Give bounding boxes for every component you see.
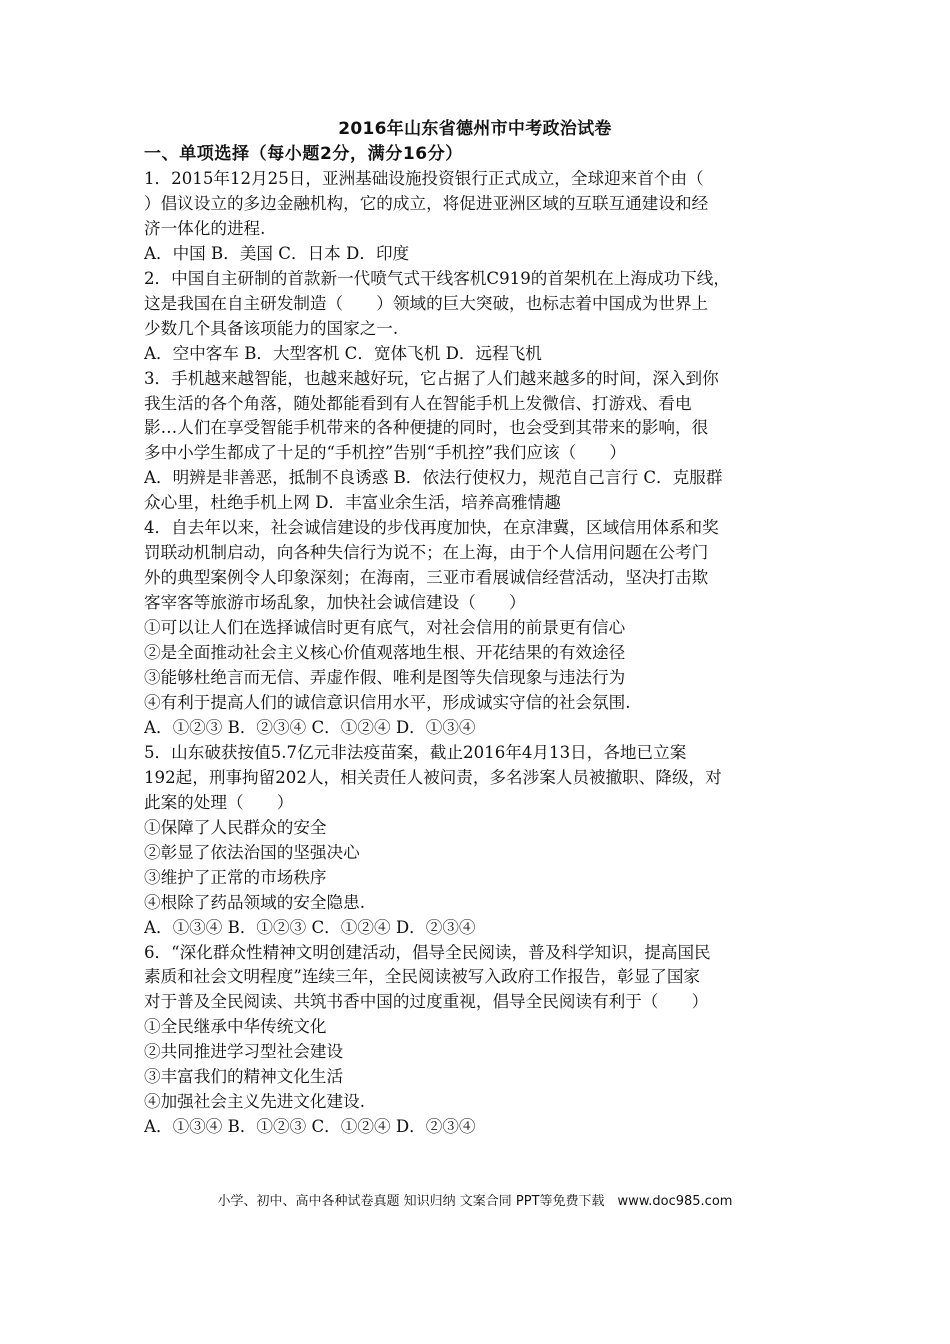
statement-line: ③维护了正常的市场秩序 bbox=[144, 867, 327, 887]
statement-line: ③能够杜绝言而无信、弄虚作假、唯利是图等失信现象与违法行为 bbox=[144, 668, 626, 688]
question-stem-line: 影…人们在享受智能手机带来的各种便捷的同时，也会受到其带来的影响，很 bbox=[144, 418, 709, 438]
answer-options-line: A．空中客车 B．大型客机 C．宽体飞机 D．远程飞机 bbox=[144, 343, 542, 363]
question-stem-line: 192起，刑事拘留202人，相关责任人被问责，多名涉案人员被撤职、降级，对 bbox=[144, 767, 722, 787]
question-stem-line: 此案的处理（ ） bbox=[144, 792, 294, 812]
answer-options-line: A．①③④ B．①②③ C．①②④ D．②③④ bbox=[144, 1117, 476, 1137]
question-list bbox=[144, 167, 812, 1140]
question-3 bbox=[144, 367, 812, 517]
answer-options-line: A．明辨是非善恶，抵制不良诱惑 B．依法行使权力，规范自己言行 C．克服群 bbox=[144, 468, 723, 488]
question-stem-line: 2．中国自主研制的首款新一代喷气式干线客机C919的首架机在上海成功下线， bbox=[144, 268, 730, 288]
question-stem-line: 外的典型案例令人印象深刻；在海南，三亚市看展诚信经营活动，坚决打击欺 bbox=[144, 568, 709, 588]
question-stem-line: 客宰客等旅游市场乱象，加快社会诚信建设（ ） bbox=[144, 593, 526, 613]
question-stem-line: 少数几个具备该项能力的国家之一. bbox=[144, 318, 399, 338]
statement-line: ③丰富我们的精神文化生活 bbox=[144, 1067, 344, 1087]
question-stem-line: 我生活的各个角落，随处都能看到有人在智能手机上发微信、打游戏、看电 bbox=[144, 393, 692, 413]
statement-line: ④根除了药品领域的安全隐患. bbox=[144, 892, 365, 912]
question-stem-line: 罚联动机制启动，向各种失信行为说不；在上海，由于个人信用问题在公考门 bbox=[144, 543, 709, 563]
statement-line: ④加强社会主义先进文化建设. bbox=[144, 1092, 365, 1112]
statement-line: ②共同推进学习型社会建设 bbox=[144, 1042, 344, 1062]
question-5 bbox=[144, 741, 812, 941]
question-stem-line: 4．自去年以来，社会诚信建设的步伐再度加快，在京津冀，区域信用体系和奖 bbox=[144, 518, 719, 538]
question-6 bbox=[144, 941, 812, 1141]
page-footer: 小学、初中、高中各种试卷真题 知识归纳 文案合同 PPT等免费下载 www.doc985.com bbox=[217, 1194, 733, 1209]
question-stem-line: 多中小学生都成了十足的“手机控”告别“手机控”我们应该（ ） bbox=[144, 443, 626, 463]
statement-line: ④有利于提高人们的诚信意识信用水平，形成诚实守信的社会氛围. bbox=[144, 692, 631, 712]
question-4 bbox=[144, 516, 812, 741]
question-stem-line: 6．“深化群众性精神文明创建活动，倡导全民阅读，普及科学知识，提高国民 bbox=[144, 942, 711, 962]
statement-line: ②是全面推动社会主义核心价值观落地生根、开花结果的有效途径 bbox=[144, 643, 626, 663]
answer-options-line: 众心里，杜绝手机上网 D．丰富业余生活，培养高雅情趣 bbox=[144, 493, 561, 513]
answer-options-line: A．①③④ B．①②③ C．①②④ D．②③④ bbox=[144, 917, 476, 937]
answer-options-line: A．中国 B．美国 C．日本 D．印度 bbox=[144, 243, 410, 263]
question-stem-line: 5．山东破获按值5.7亿元非法疫苗案，截止2016年4月13日，各地已立案 bbox=[144, 742, 687, 762]
question-stem-line: 对于普及全民阅读、共筑书香中国的过度重视，倡导全民阅读有利于（ ） bbox=[144, 992, 709, 1012]
statement-line: ②彰显了依法治国的坚强决心 bbox=[144, 842, 360, 862]
question-stem-line: 1．2015年12月25日，亚洲基础设施投资银行正式成立，全球迎来首个由（ bbox=[144, 168, 704, 188]
question-stem-line: ）倡议设立的多边金融机构，它的成立，将促进亚洲区域的互联互通建设和经 bbox=[144, 193, 709, 213]
statement-line: ①保障了人民群众的安全 bbox=[144, 817, 327, 837]
question-stem-line: 这是我国在自主研发制造（ ）领域的巨大突破，也标志着中国成为世界上 bbox=[144, 293, 709, 313]
question-2 bbox=[144, 267, 812, 367]
question-stem-line: 素质和社会文明程度”连续三年，全民阅读被写入政府工作报告，彰显了国家 bbox=[144, 967, 701, 987]
question-1 bbox=[144, 167, 812, 267]
exam-content bbox=[144, 142, 812, 1140]
section-heading: 一、单项选择（每小题2分，满分16分） bbox=[144, 144, 463, 164]
statement-line: ①可以让人们在选择诚信时更有底气，对社会信用的前景更有信心 bbox=[144, 618, 626, 638]
question-stem-line: 济一体化的进程. bbox=[144, 218, 266, 238]
question-stem-line: 3．手机越来越智能，也越来越好玩，它占据了人们越来越多的时间，深入到你 bbox=[144, 368, 719, 388]
answer-options-line: A．①②③ B．②③④ C．①②④ D．①③④ bbox=[144, 717, 476, 737]
page-title: 2016年山东省德州市中考政治试卷 bbox=[338, 119, 612, 139]
statement-line: ①全民继承中华传统文化 bbox=[144, 1017, 327, 1037]
